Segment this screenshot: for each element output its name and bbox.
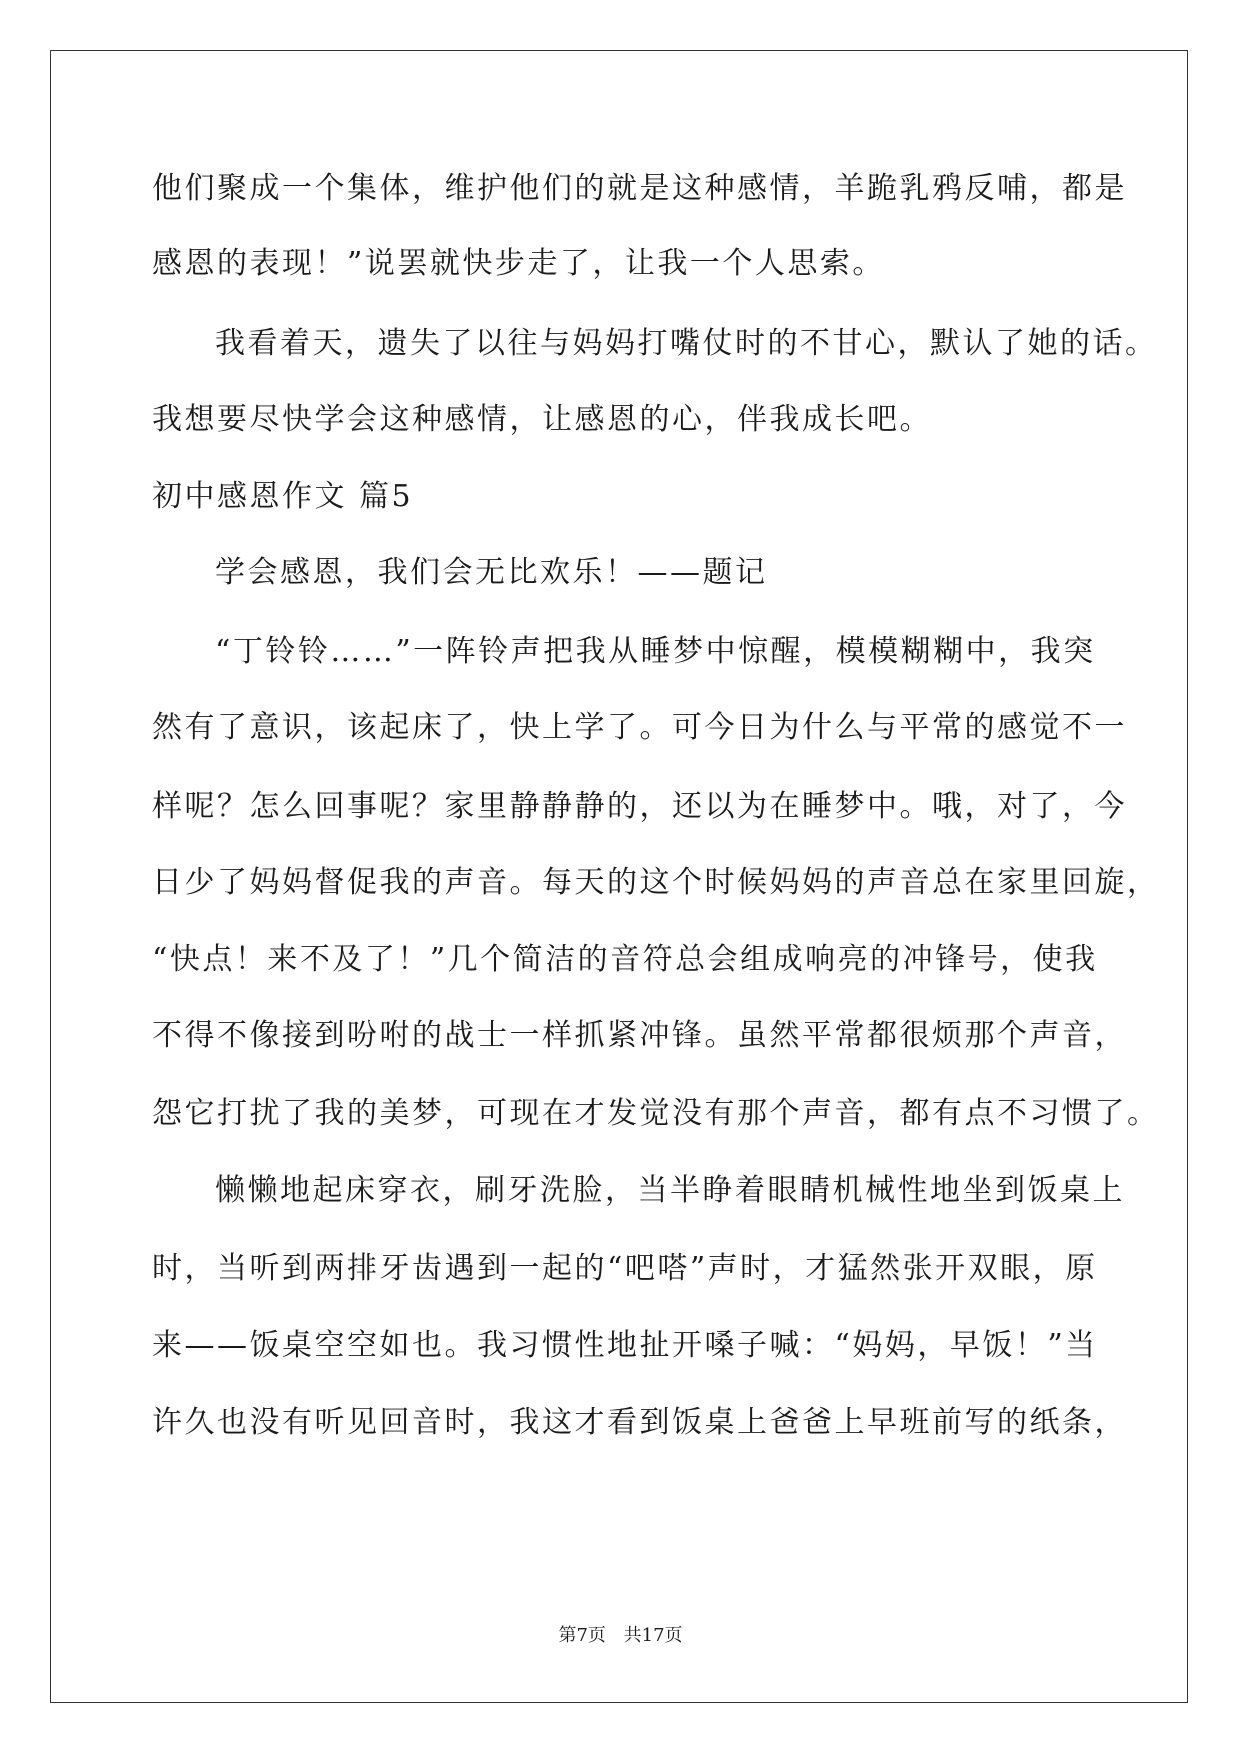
page-total: 共17页 (623, 1625, 683, 1646)
text-line: 怨它打扰了我的美梦，可现在才发觉没有那个声音，都有点不习惯了。 (152, 1096, 1160, 1131)
page-number: 第7页 (558, 1625, 606, 1646)
text-line: 日少了妈妈督促我的声音。每天的这个时候妈妈的声音总在家里回旋， (152, 865, 1160, 900)
epigraph: 学会感恩，我们会无比欢乐！——题记 (215, 555, 768, 590)
text-line: 我看着天，遗失了以往与妈妈打嘴仗时的不甘心，默认了她的话。 (215, 326, 1158, 361)
text-line: “快点！来不及了！”几个简洁的音符总会组成响亮的冲锋号，使我 (152, 942, 1098, 977)
text-line: 时，当听到两排牙齿遇到一起的“吧嗒”声时，才猛然张开双眼，原 (152, 1251, 1098, 1286)
text-line: 我想要尽快学会这种感情，让感恩的心，伴我成长吧。 (152, 402, 932, 437)
text-line: 感恩的表现！”说罢就快步走了，让我一个人思索。 (152, 246, 885, 281)
section-heading: 初中感恩作文 篇5 (152, 479, 414, 514)
text-line: 样呢？怎么回事呢？家里静静静的，还以为在睡梦中。哦，对了，今 (152, 789, 1127, 824)
text-line: “丁铃铃……”一阵铃声把我从睡梦中惊醒，模模糊糊中，我突 (215, 634, 1096, 669)
text-line: 懒懒地起床穿衣，刷牙洗脸，当半睁着眼睛机械性地坐到饭桌上 (215, 1173, 1125, 1208)
text-line: 然有了意识，该起床了，快上学了。可今日为什么与平常的感觉不一 (152, 710, 1127, 745)
text-line: 他们聚成一个集体，维护他们的就是这种感情，羊跪乳鸦反哺，都是 (152, 171, 1127, 206)
text-line: 来——饭桌空空如也。我习惯性地扯开嗓子喊：“妈妈，早饭！”当 (152, 1328, 1098, 1363)
text-line: 许久也没有听见回音时，我这才看到饭桌上爸爸上早班前写的纸条， (152, 1405, 1127, 1440)
page-footer (0, 1624, 1241, 1648)
text-line: 不得不像接到吩咐的战士一样抓紧冲锋。虽然平常都很烦那个声音， (152, 1018, 1127, 1053)
